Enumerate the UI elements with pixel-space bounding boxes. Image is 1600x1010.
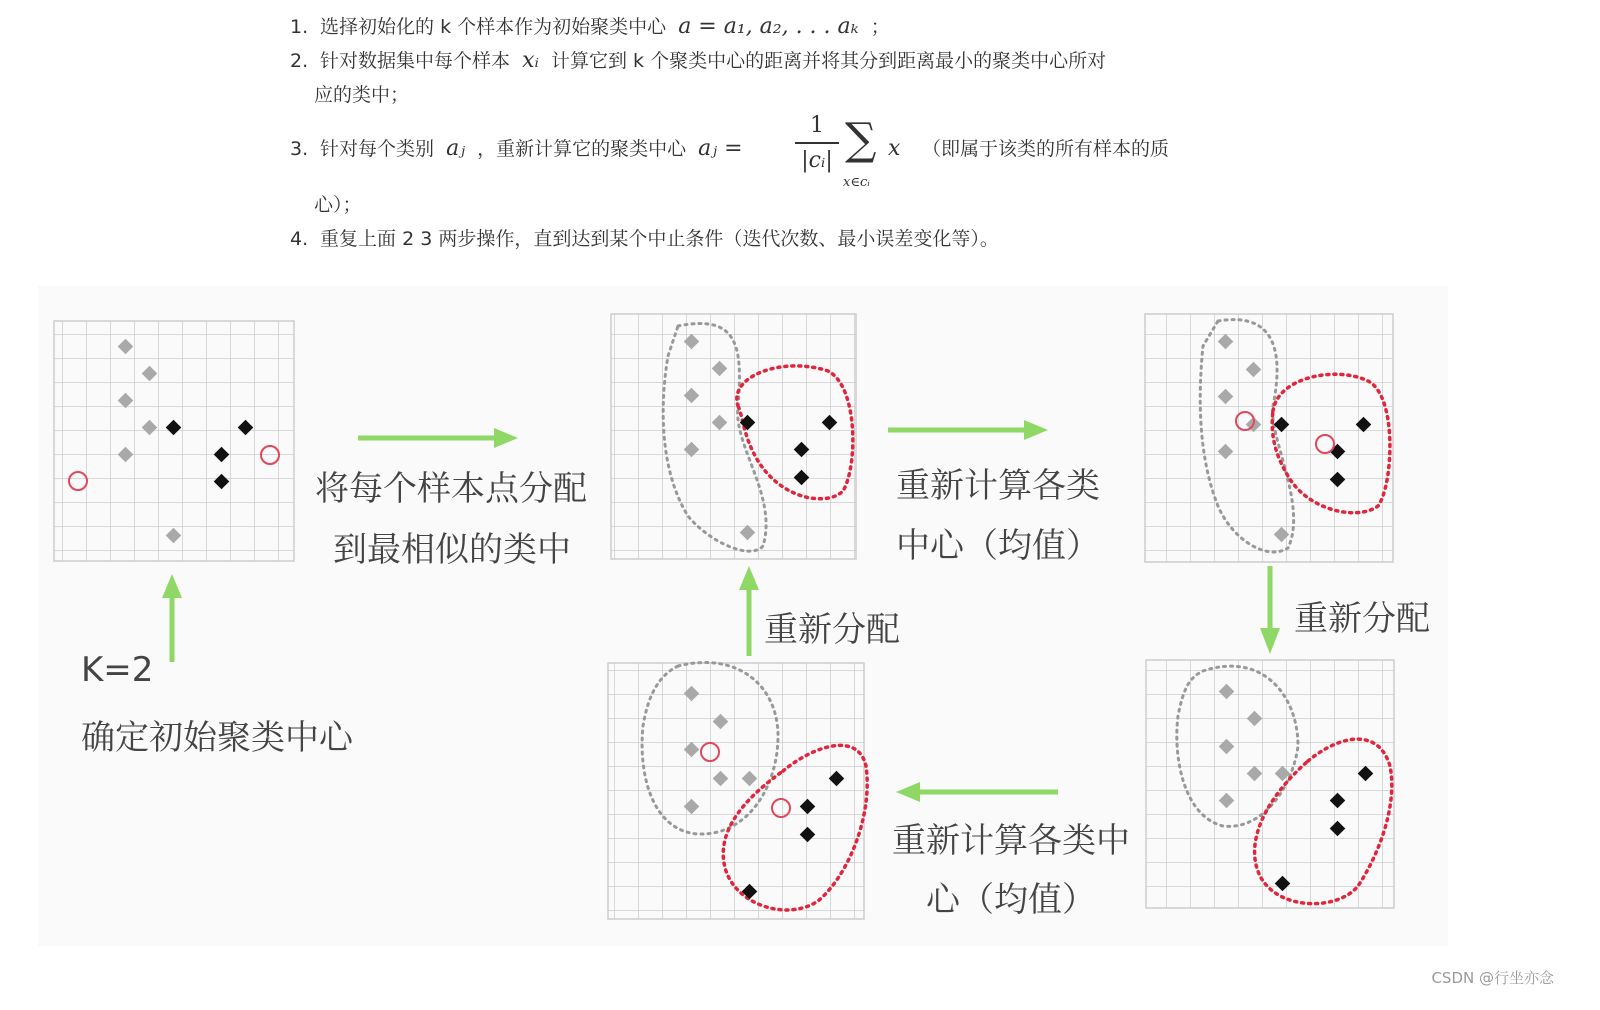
step-1 bbox=[290, 10, 1210, 44]
sum-variable: x bbox=[888, 136, 901, 161]
step-number: 4. bbox=[290, 228, 309, 250]
watermark: CSDN @行坐亦念 bbox=[1431, 969, 1554, 987]
label-assign-line2: 到最相似的类中 bbox=[333, 530, 571, 570]
fraction-bar bbox=[795, 142, 839, 144]
label-assign-line1: 将每个样本点分配 bbox=[315, 469, 587, 509]
panel-recomputed-again bbox=[608, 662, 867, 919]
panel-assigned bbox=[611, 314, 856, 559]
kmeans-diagram bbox=[38, 286, 1448, 946]
step-text-continued: 应的类中； bbox=[314, 84, 410, 106]
formula-class: aⱼ bbox=[446, 136, 466, 161]
step-text-end: （即属于该类的所有样本的质 bbox=[922, 138, 1170, 160]
fraction-denominator: |cᵢ| bbox=[801, 147, 833, 173]
label-reassign-right: 重新分配 bbox=[1294, 599, 1430, 639]
label-recompute2-line1: 重新计算各类中 bbox=[892, 821, 1130, 861]
formula-sample: xᵢ bbox=[522, 48, 539, 73]
step-text: 针对数据集中每个样本 bbox=[320, 50, 511, 72]
label-reassign-mid: 重新分配 bbox=[764, 610, 900, 650]
sum-subscript: x∈cᵢ bbox=[843, 175, 870, 190]
step-2-continued bbox=[290, 78, 1210, 112]
step-text-continued: 心）； bbox=[314, 194, 362, 216]
label-k: K=2 bbox=[81, 650, 154, 690]
step-2 bbox=[290, 44, 1210, 78]
kmeans-diagram-graphics bbox=[38, 286, 1448, 946]
step-number: 2. bbox=[290, 50, 309, 72]
algorithm-steps bbox=[290, 10, 1210, 256]
step-number: 3. bbox=[290, 138, 309, 160]
label-recompute2-line2: 心（均值） bbox=[926, 880, 1096, 920]
formula-center-lhs: aⱼ = bbox=[698, 136, 743, 161]
panel-reassigned bbox=[1146, 660, 1394, 908]
fraction-numerator: 1 bbox=[810, 113, 824, 138]
step-text: 选择初始化的 k 个样本作为初始聚类中心 bbox=[320, 16, 667, 38]
step-text-mid: ，重新计算它的聚类中心 bbox=[477, 138, 687, 160]
formula-fraction bbox=[795, 112, 839, 176]
step-text: 重复上面 2 3 两步操作，直到达到某个中止条件（迭代次数、最小误差变化等）。 bbox=[320, 228, 999, 250]
label-recompute-line2: 中心（均值） bbox=[896, 526, 1100, 566]
label-init-centers: 确定初始聚类中心 bbox=[81, 718, 353, 758]
step-3 bbox=[290, 112, 1210, 222]
step-text: 针对每个类别 bbox=[320, 138, 435, 160]
panel-recomputed bbox=[1145, 314, 1393, 562]
sum-symbol: ∑ bbox=[845, 114, 877, 165]
step-number: 1. bbox=[290, 16, 309, 38]
label-recompute-line1: 重新计算各类 bbox=[896, 466, 1100, 506]
formula-centers: a = a₁, a₂, . . . aₖ bbox=[678, 14, 859, 39]
step-text-end: ； bbox=[870, 16, 890, 38]
step-4 bbox=[290, 222, 1210, 256]
step-text-end: 计算它到 k 个聚类中心的距离并将其分到距离最小的聚类中心所对 bbox=[551, 50, 1107, 72]
panel-initial bbox=[54, 321, 294, 561]
